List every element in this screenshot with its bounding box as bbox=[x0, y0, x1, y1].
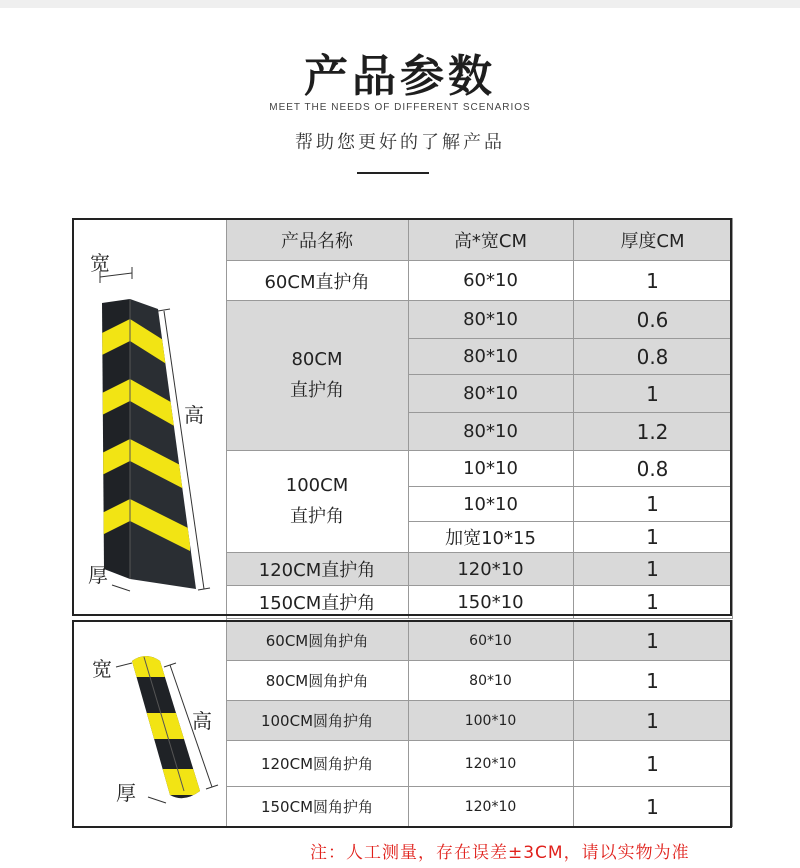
size-cell: 100*10 bbox=[408, 701, 573, 741]
product-name-cell bbox=[226, 451, 408, 553]
page-title: 产品参数 bbox=[304, 51, 496, 102]
thickness-cell: 1 bbox=[573, 586, 732, 619]
thickness-cell: 1.2 bbox=[573, 413, 732, 451]
thickness-cell: 1 bbox=[573, 621, 732, 661]
size-cell: 10*10 bbox=[408, 451, 573, 487]
size-cell: 80*10 bbox=[408, 375, 573, 413]
thickness-cell: 1 bbox=[573, 701, 732, 741]
product-name-cell: 120CM直护角 bbox=[226, 553, 408, 586]
product-name-cell: 60CM直护角 bbox=[226, 261, 408, 301]
product-name-line: 100CM bbox=[285, 475, 349, 496]
product-name-line: 直护角 bbox=[290, 380, 344, 401]
table-row bbox=[72, 621, 732, 661]
thickness-cell: 1 bbox=[573, 375, 732, 413]
thickness-cell: 0.8 bbox=[573, 451, 732, 487]
round-guard-image-cell bbox=[72, 621, 226, 827]
thickness-dimension-label: 厚 bbox=[116, 780, 136, 805]
size-cell: 150*10 bbox=[408, 586, 573, 619]
size-cell: 10*10 bbox=[408, 487, 573, 522]
page-subtitle: MEET THE NEEDS OF DIFFERENT SCENARIOS bbox=[269, 102, 531, 113]
thickness-cell: 1 bbox=[573, 661, 732, 701]
thickness-dimension-label: 厚 bbox=[88, 562, 108, 587]
size-cell: 80*10 bbox=[408, 301, 573, 339]
product-name-cell: 150CM圆角护角 bbox=[226, 787, 408, 827]
thickness-cell: 1 bbox=[573, 522, 732, 553]
thickness-cell: 1 bbox=[573, 741, 732, 787]
column-header-name: 产品名称 bbox=[226, 219, 408, 261]
product-name-cell: 60CM圆角护角 bbox=[226, 621, 408, 661]
thickness-cell: 1 bbox=[573, 787, 732, 827]
size-cell: 120*10 bbox=[408, 787, 573, 827]
size-cell: 加宽10*15 bbox=[408, 522, 573, 553]
size-cell: 80*10 bbox=[408, 661, 573, 701]
size-cell: 80*10 bbox=[408, 339, 573, 375]
measurement-note: 注：人工测量，存在误差±3CM，请以实物为准 bbox=[310, 843, 690, 863]
straight-guard-spec-table bbox=[72, 218, 733, 633]
column-header-thickness: 厚度CM bbox=[573, 219, 732, 261]
width-dimension-label: 宽 bbox=[90, 250, 110, 275]
size-cell: 120*10 bbox=[408, 553, 573, 586]
product-name-cell: 100CM圆角护角 bbox=[226, 701, 408, 741]
thickness-cell: 1 bbox=[573, 487, 732, 522]
size-cell: 60*10 bbox=[408, 261, 573, 301]
size-cell: 80*10 bbox=[408, 413, 573, 451]
straight-guard-image-cell bbox=[72, 219, 226, 633]
thickness-cell: 0.6 bbox=[573, 301, 732, 339]
size-cell: 120*10 bbox=[408, 741, 573, 787]
product-name-cell bbox=[226, 301, 408, 451]
height-dimension-label: 高 bbox=[184, 402, 204, 427]
size-cell: 60*10 bbox=[408, 621, 573, 661]
width-dimension-label: 宽 bbox=[92, 656, 112, 681]
thickness-cell: 0.8 bbox=[573, 339, 732, 375]
title-underline bbox=[357, 172, 429, 174]
product-name-line: 直护角 bbox=[290, 506, 344, 527]
product-name-line: 80CM bbox=[291, 349, 343, 370]
product-name-cell: 150CM直护角 bbox=[226, 586, 408, 619]
round-guard-spec-table bbox=[72, 620, 733, 827]
column-header-size: 高*宽CM bbox=[408, 219, 573, 261]
thickness-cell: 1 bbox=[573, 261, 732, 301]
page-tagline: 帮助您更好的了解产品 bbox=[295, 132, 505, 153]
product-name-cell: 80CM圆角护角 bbox=[226, 661, 408, 701]
top-band bbox=[0, 0, 800, 8]
height-dimension-label: 高 bbox=[192, 708, 212, 733]
product-name-cell: 120CM圆角护角 bbox=[226, 741, 408, 787]
thickness-cell: 1 bbox=[573, 553, 732, 586]
